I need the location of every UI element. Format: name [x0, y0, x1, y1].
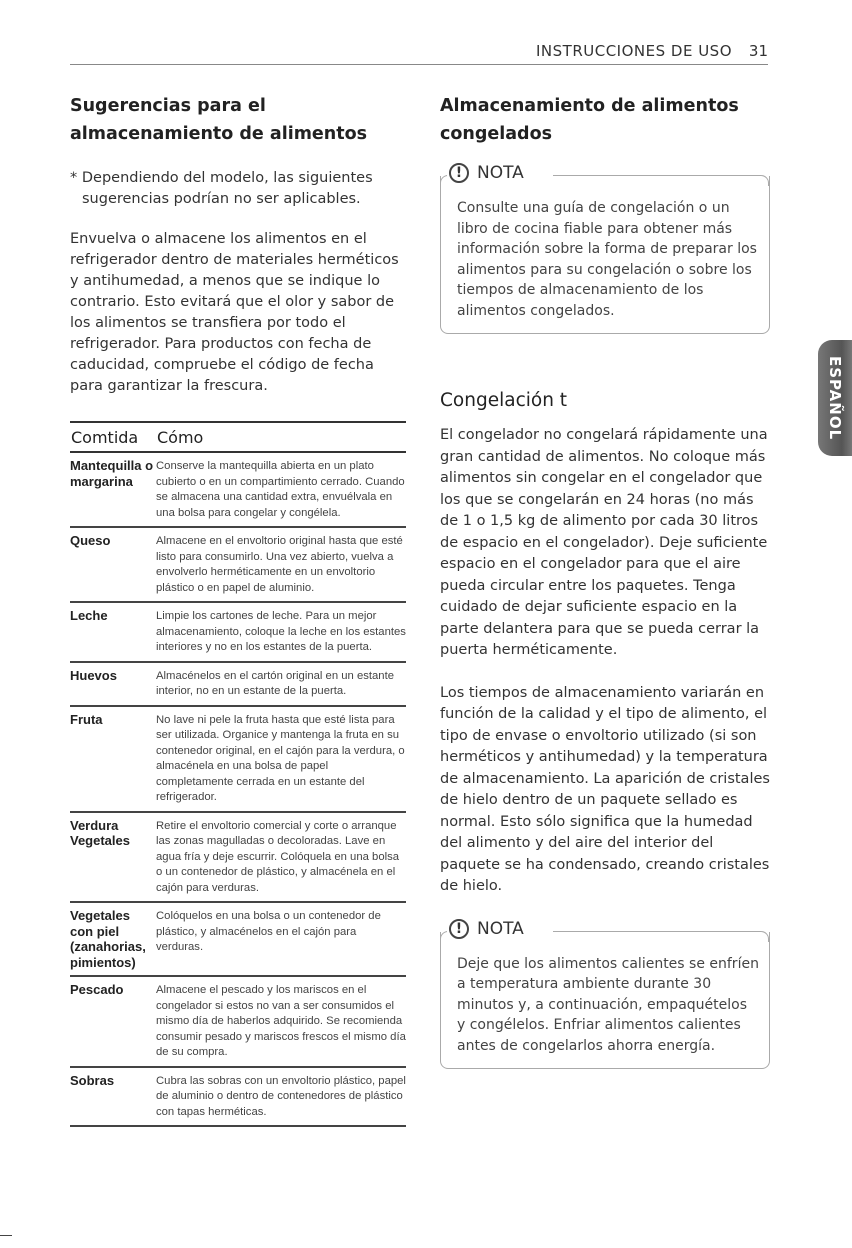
food-name: Verdura Vegetales: [70, 817, 130, 848]
table-header: [70, 421, 406, 453]
food-name: Pescado: [70, 982, 124, 997]
table-row: [70, 813, 406, 904]
freezing-subtitle: Congelación t: [440, 390, 568, 411]
food-name: Queso: [70, 533, 111, 548]
food-instructions: Almacene el pescado y los mariscos en el congelador si estos no van a ser consumidos el mismo día de haberlos adquirido. Se recomienda consumir pesado y mariscos frescos el mismo día de su compra.: [156, 984, 406, 1058]
header-how: Cómo: [157, 428, 204, 447]
food-instructions: No lave ni pele la fruta hasta que esté lista para ser utilizada. Organice y mantenga la fruta en su contenedor original, en el cajón para la verdura, o almacénela en una bolsa de papel completamente cerrada en un estante del refrigerador.: [156, 713, 405, 803]
food-instructions: Almacénelos en el cartón original en un estante interior, no en un estante de la puerta.: [156, 669, 395, 697]
table-row: [70, 1068, 406, 1128]
note-label-text: NOTA: [477, 918, 524, 939]
storage-times-paragraph: Los tiempos de almacenamiento variarán en función de la calidad y el tipo de alimento, el tipo de envase o envoltorio utilizado (si son herméticos y antihumedad) y la temperatura de almacenamiento. La aparición de cristales de hielo dentro de un paquete sellado es normal. Esto sólo significa que la humedad del alimento y del aire del interior del paquete se ha condensado, creando cristales de hielo.: [440, 684, 770, 894]
left-column: [70, 92, 406, 1127]
model-note: * Dependiendo del modelo, las siguientes sugerencias podrían no ser aplicables.: [70, 170, 373, 207]
food-name: Sobras: [70, 1072, 115, 1088]
table-row: [70, 903, 406, 977]
food-name: Huevos: [70, 667, 117, 683]
table-row: [70, 528, 406, 603]
language-tab-label: ESPAÑOL: [826, 355, 844, 441]
exclamation-icon: !: [449, 163, 469, 183]
food-name: Mantequilla o margarina: [70, 458, 154, 489]
note-label-text: NOTA: [477, 163, 524, 183]
food-name: Leche: [70, 608, 108, 623]
freezing-paragraph: El congelador no congelará rápidamente una gran cantidad de alimentos. No coloque más alimentos sin congelar en el congelador que los que se congelarán en 24 horas (no más de 1 o 1,5 kg de alimento por cada 30 litros de espacio en el congelador). Deje suficiente espacio en el congelador para que el aire pueda circular entre los paquetes. Tenga cuidado de dejar suficiente espacio en la parte delantera para que se pueda cerrar la puerta herméticamente.: [440, 427, 768, 658]
food-name: Fruta: [70, 711, 103, 727]
table-row: [70, 453, 406, 528]
table-row: [70, 603, 406, 663]
food-name: Vegetales con piel (zanahorias, pimientos): [70, 908, 146, 970]
frozen-storage-title: Almacenamiento de alimentos congelados: [440, 96, 739, 144]
food-instructions: Conserve la mantequilla abierta en un plato cubierto o en un compartimiento cerrado. Cuando se almacena una cantidad extra, envuélvala en una bolsa para congelar y congélela.: [156, 460, 405, 519]
food-instructions: Cubra las sobras con un envoltorio plástico, papel de aluminio o dentro de contenedores de plástico con tapas herméticas.: [156, 1074, 406, 1118]
crop-mark: [0, 1235, 12, 1236]
storage-tips-title: Sugerencias para el almacenamiento de alimentos: [70, 96, 368, 144]
table-row: [70, 707, 406, 813]
food-instructions: Colóquelos en una bolsa o un contenedor de plástico, y almacénelos en el cajón para verduras.: [156, 910, 381, 953]
table-row: [70, 663, 406, 707]
exclamation-icon: !: [449, 919, 469, 939]
page-header: [70, 42, 768, 65]
intro-paragraph: Envuelva o almacene los alimentos en el refrigerador dentro de materiales herméticos y antihumedad, a menos que se indique lo contrario. Esto evitará que el olor y sabor de los alimentos se transfiera por todo el refrigerador. Para productos con fecha de caducidad, compruebe el código de fecha para garantizar la frescura.: [70, 231, 399, 394]
header-title: INSTRUCCIONES DE USO: [536, 42, 732, 60]
header-food: Comtida: [71, 428, 139, 447]
right-column: [440, 92, 770, 1069]
food-instructions: Limpie los cartones de leche. Para un mejor almacenamiento, coloque la leche en los estantes interiores y no en los estantes de la puerta.: [156, 610, 406, 653]
note-text: Consulte una guía de congelación o un libro de cocina fiable para obtener más información sobre la forma de preparar los alimentos para su congelación o sobre los tiempos de almacenamiento de los alimentos congelados.: [457, 200, 757, 319]
note-label: [447, 163, 532, 183]
table-row: [70, 977, 406, 1068]
note-box-guide: [440, 163, 770, 334]
note-rule: [553, 931, 761, 932]
note-text: Deje que los alimentos calientes se enfríen a temperatura ambiente durante 30 minutos y, a continuación, empaquételos y congélelos. Enfriar alimentos calientes antes de congelarlos ahorra energía.: [457, 955, 759, 1054]
page-number: 31: [748, 42, 768, 60]
note-box-hot-food: [440, 918, 770, 1070]
food-instructions: Almacene en el envoltorio original hasta que esté listo para consumirlo. Una vez abierto, vuelva a envolverlo herméticamente en un envoltorio plástico o en papel de aluminio.: [156, 535, 403, 594]
note-label: [447, 919, 532, 939]
food-storage-table: [70, 421, 406, 1127]
food-instructions: Retire el envoltorio comercial y corte o arranque las zonas magulladas o decoloradas. Lave en agua fría y deje escurrir. Colóquela en una bolsa o un contenedor de plástico, y almacénela en el cajón para verduras.: [156, 819, 400, 894]
language-tab: [818, 340, 852, 456]
note-rule: [553, 175, 761, 176]
